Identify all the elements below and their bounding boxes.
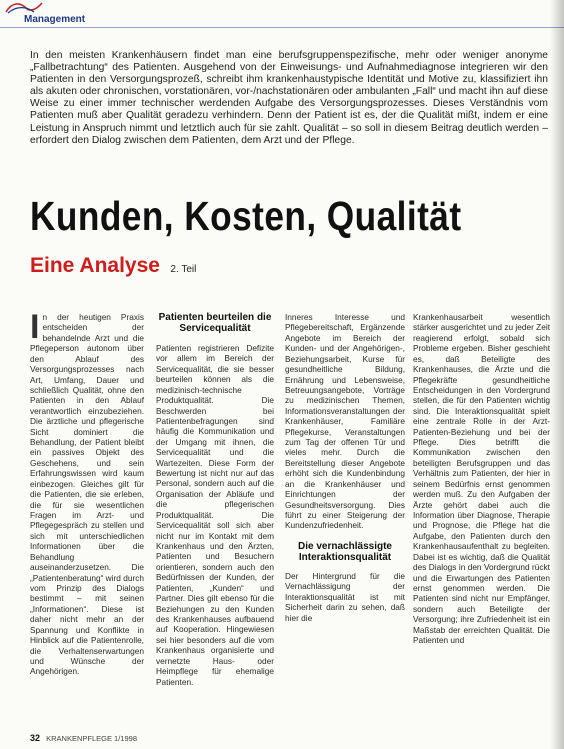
footer-source: KRANKENPFLEGE 1/1998 bbox=[46, 734, 137, 743]
text-column-1 bbox=[30, 308, 144, 677]
subheadline-part: 2. Teil bbox=[170, 264, 197, 275]
section-heading-interaktionsqualitaet: Die vernachlässigte Interaktionsqualität bbox=[298, 540, 392, 563]
page-header bbox=[0, 0, 564, 30]
article-subheadline bbox=[30, 254, 196, 278]
column-3-text-b: Der Hintergrund für die Vernachlässigung der Interaktionsqualität ist mit Sicherheit darin zu sehen, daß hier die bbox=[285, 570, 405, 623]
section-heading-servicequalitaet: Patienten beurteilen die Servicequalität bbox=[158, 312, 272, 334]
subheadline-title: Eine Analyse bbox=[30, 254, 160, 277]
page-number: 32 bbox=[30, 733, 41, 743]
header-divider bbox=[0, 27, 564, 28]
page-footer bbox=[30, 733, 137, 743]
text-column-4 bbox=[413, 312, 550, 646]
text-column-3 bbox=[285, 312, 405, 623]
column-2-text: Patienten registrieren Defizite vor allem im Bereich der Servicequalität, die sie besser beurteilen können als die medizinisch-technische Produktqualität. Die Beschwerden bei Patientenbefragungen sind häufig die Kommunikation und der Umgang mit ihnen, die Servicequalität und die Wartezeiten. Diese Form der Bewertung ist nicht nur auf das Personal, sondern auch auf die Organisation der Abläufe und die pflegerischen Produktqualität. Die Servicequalität soll sich aber nicht nur im Kontakt mit dem Krankenhaus und den Ärzten, Patienten und Besuchern orientieren, sondern auch den Bedürfnissen der Kunden, der Patienten, „Kunden“ und Partner. Dies gilt ebenso für die Beziehungen zu den Kunden des Krankenhauses aufbauend auf Kooperation. Hingewiesen sei hier besonders auf die vom Krankenhaus organisierte und vernetzte Haus- oder Heimpflege für ehemalige Patienten. bbox=[156, 343, 274, 687]
page-edge-shadow bbox=[550, 0, 564, 749]
column-1-text: n der heutigen Praxis entscheiden der behandelnde Arzt und die Pflegeperson autonom über den Ablauf des Versorgungsprozesses nach Art, Umfang, Dauer und schließlich Qualität, ohne den Patienten in den Ablauf verantwortlich einzubeziehen. Die ärztliche und pflegerische Sicht dominiert die Behandlung, der Patient bleibt ein passives Objekt des Geschehens, und sein Erfahrungswissen wird kaum einbezogen. Gleiches gilt für die Patienten, die sie erleben, die für sie wesentlichen Fragen im Arzt- und Pflegegespräch zu stellen und sich mit unterschiedlichen Informationen über die Behandlung auseinanderzusetzen. Die „Patientenberatung“ wird durch vom Prinzip des Dialogs bestimmt – mit seinen „Informationen“. Diese ist daher nicht mehr an der Spannung und Konflikte in Hinblick auf die Patientenrolle, die Verhaltenserwartungen und Wünsche der Angehörigen. bbox=[30, 312, 144, 677]
drop-cap: I bbox=[30, 308, 40, 346]
magazine-logo-icon bbox=[4, 0, 44, 14]
article-headline: Kunden, Kosten, Qualität bbox=[30, 193, 462, 239]
column-3-text-a: Inneres Interesse und Pflegebereitschaft, Ergänzende Angebote im Bereich der Kunden- und der Angehörigen-, Beziehungsarbeit, Kurse für gesundheitliche Bildung, Ernährung und Lebensweise, Betreuungsangebote, Vorträge zu medizinischen Themen, Informationsveranstaltungen der Krankenhäuser, Familiäre Pflegekurse, Veranstaltungen zum Tag der offenen Tür und vieles mehr. Durch die Bereitstellung dieser Angebote erhöht sich die Kundenbindung an die Krankenhäuser und Einrichtungen der Gesundheitsversorgung. Dies führt zu einer Steigerung der Kundenzufriedenheit. bbox=[285, 312, 405, 531]
section-label: Management bbox=[24, 14, 86, 25]
intro-paragraph: In den meisten Krankenhäusern findet man eine berufsgruppenspezifische, mehr oder weniger anonyme „Fallbetrachtung“ des Patienten. Ausgehend von der Einweisungs- und Aufnahmediagnose integrieren wir den Patienten in den Versorgungsprozeß, schreibt ihm krankenhaustypische Identität und Motive zu, klassifiziert ihn als akuten oder chronischen, vorstationären, vor-/nachstationären oder ambulanten „Fall“ und macht ihn auf diese Weise zu einer immer technischer werdenden Aufgabe des Versorgungsprozesses. Dieses Verständnis vom Patienten muß aber Qualität geradezu verhindern. Denn der Patient ist es, der die Qualität mißt, indem er eine Leistung in Anspruch nimmt und letztlich auch für sie zahlt. Qualität – so soll in diesem Beitrag deutlich werden – erfordert den Dialog zwischen dem Patienten, dem Arzt und der Pflege. bbox=[30, 50, 549, 146]
text-column-2 bbox=[156, 312, 274, 687]
column-4-text: Krankenhausarbeit wesentlich stärker ausgerichtet und zu jeder Zeit reagierend erfolgt, sobald sich Probleme ergeben. Bisher geschieht es, daß Beteiligte des Krankenhauses, die Ärzte und die Pflegekräfte gesundheitliche Entscheidungen in den Vordergrund stellen, die für den Patienten wichtig sind. Die Interaktionsqualität spielt eine zentrale Rolle in der Arzt-Patienten-Beziehung und bei der Pflege. Dies betrifft die Kommunikation zwischen den beteiligten Berufsgruppen und das Verhältnis zum Patienten, der hier in seinem Bedürfnis ernst genommen werden muß. Zu den Aufgaben der Ärzte gehört dabei auch die Information über Diagnose, Therapie und Prognose, die Pflege hat die Aufgabe, den Patienten durch den Krankenhausaufenthalt zu begleiten. Dabei ist es wichtig, daß die Qualität des Dialogs in den Vordergrund rückt und die Erwartungen des Patienten ernst genommen werden. Die Patienten sind nicht nur Empfänger, sondern auch Beteiligte der Versorgung; ihre Zufriedenheit ist ein Maßstab der erreichten Qualität. Die Patienten und bbox=[413, 312, 550, 646]
